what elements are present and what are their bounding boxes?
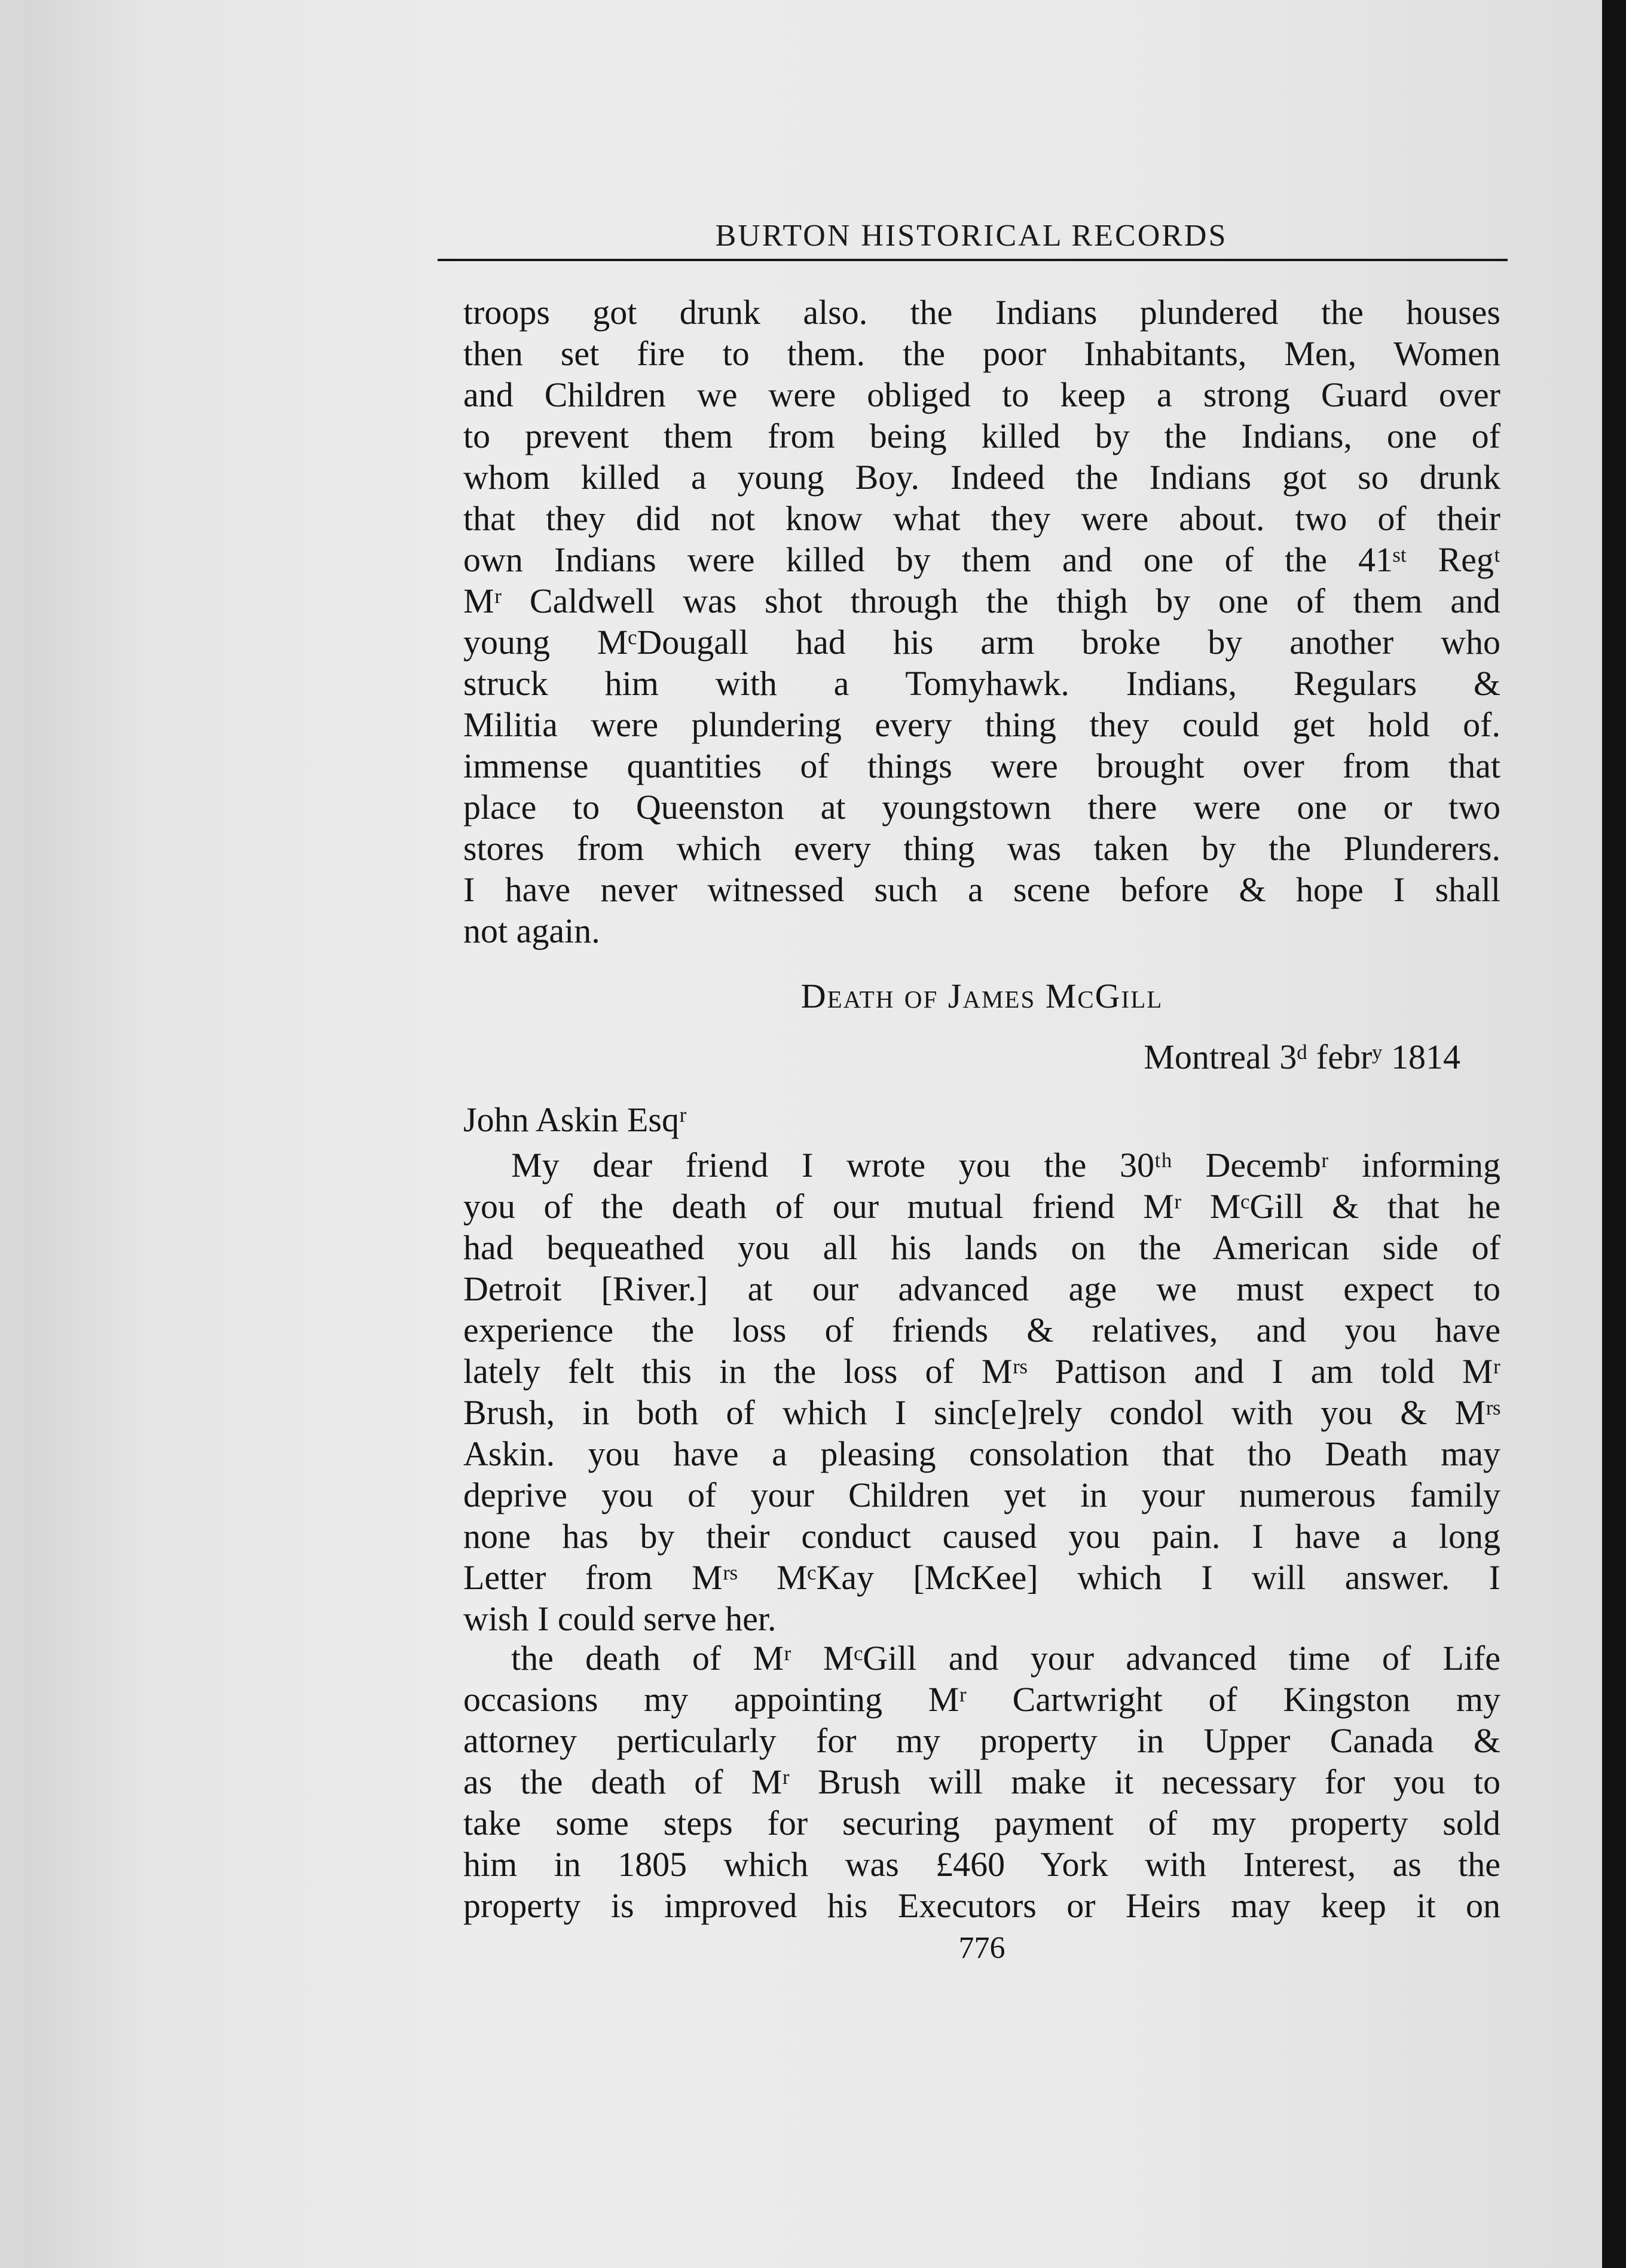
- text-line: you of the death of our mutual friend Mʳ MᶜGill & that he: [463, 1187, 1500, 1226]
- text-line: young MᶜDougall had his arm broke by another who: [463, 623, 1500, 662]
- text-line: take some steps for securing payment of my property sold: [463, 1804, 1500, 1842]
- paragraph-1: [463, 292, 1500, 951]
- text-line: Detroit [River.] at our advanced age we must expect to: [463, 1269, 1500, 1308]
- text-line: Brush, in both of which I sinc[e]rely condol with you & Mʳˢ: [463, 1393, 1500, 1432]
- text-line: experience the loss of friends & relatives, and you have: [463, 1311, 1500, 1349]
- text-line: and Children we were obliged to keep a strong Guard over: [463, 375, 1500, 414]
- text-line: wish I could serve her.: [463, 1599, 777, 1638]
- text-line: not again.: [463, 911, 600, 950]
- text-line: Militia were plundering every thing they could get hold of.: [463, 705, 1500, 744]
- running-header: BURTON HISTORICAL RECORDS: [715, 219, 1228, 253]
- text-line: My dear friend I wrote you the 30ᵗʰ Decembʳ informing: [511, 1146, 1500, 1184]
- text-line: whom killed a young Boy. Indeed the Indians got so drunk: [463, 458, 1500, 497]
- page-number: 776: [958, 1931, 1005, 1965]
- letter-salutation: John Askin Esqʳ: [463, 1100, 687, 1139]
- text-line: that they did not know what they were about. two of their: [463, 499, 1500, 538]
- text-line: immense quantities of things were brought over from that: [463, 746, 1500, 785]
- section-heading: Death of James McGill: [800, 977, 1163, 1015]
- paragraph-3: [463, 1638, 1500, 1926]
- text-line: had bequeathed you all his lands on the American side of: [463, 1228, 1500, 1267]
- text-line: stores from which every thing was taken by the Plunderers.: [463, 829, 1500, 868]
- text-line: to prevent them from being killed by the Indians, one of: [463, 417, 1500, 455]
- text-line: the death of Mʳ MᶜGill and your advanced time of Life: [511, 1639, 1500, 1678]
- paragraph-2: [463, 1144, 1500, 1639]
- page: [24, 0, 1602, 2268]
- letter-dateline: Montreal 3ᵈ febrʸ 1814: [1144, 1037, 1460, 1076]
- text-line: place to Queenston at youngstown there were one or two: [463, 788, 1500, 827]
- text-line: Askin. you have a pleasing consolation that tho Death may: [463, 1434, 1500, 1473]
- text-line: property is improved his Executors or Heirs may keep it on: [463, 1886, 1500, 1925]
- text-line: struck him with a Tomyhawk. Indians, Regulars &: [463, 664, 1500, 703]
- text-line: troops got drunk also. the Indians plundered the houses: [463, 293, 1500, 332]
- text-line: as the death of Mʳ Brush will make it necessary for you to: [463, 1762, 1500, 1801]
- header-rule: [438, 259, 1508, 261]
- text-line: Mʳ Caldwell was shot through the thigh by one of them and: [463, 581, 1500, 620]
- text-line: own Indians were killed by them and one of the 41ˢᵗ Regᵗ: [463, 540, 1500, 579]
- scan-edge: [1602, 0, 1626, 2268]
- text-line: lately felt this in the loss of Mʳˢ Pattison and I am told Mʳ: [463, 1352, 1500, 1391]
- text-line: none has by their conduct caused you pain. I have a long: [463, 1517, 1500, 1556]
- text-line: him in 1805 which was £460 York with Interest, as the: [463, 1845, 1500, 1884]
- text-line: occasions my appointing Mʳ Cartwright of Kingston my: [463, 1680, 1500, 1719]
- text-line: attorney perticularly for my property in Upper Canada &: [463, 1721, 1500, 1760]
- text-line: deprive you of your Children yet in your numerous family: [463, 1476, 1500, 1514]
- text-line: Letter from Mʳˢ MᶜKay [McKee] which I will answer. I: [463, 1558, 1500, 1597]
- text-line: I have never witnessed such a scene before & hope I shall: [463, 870, 1500, 909]
- text-line: then set fire to them. the poor Inhabitants, Men, Women: [463, 334, 1500, 373]
